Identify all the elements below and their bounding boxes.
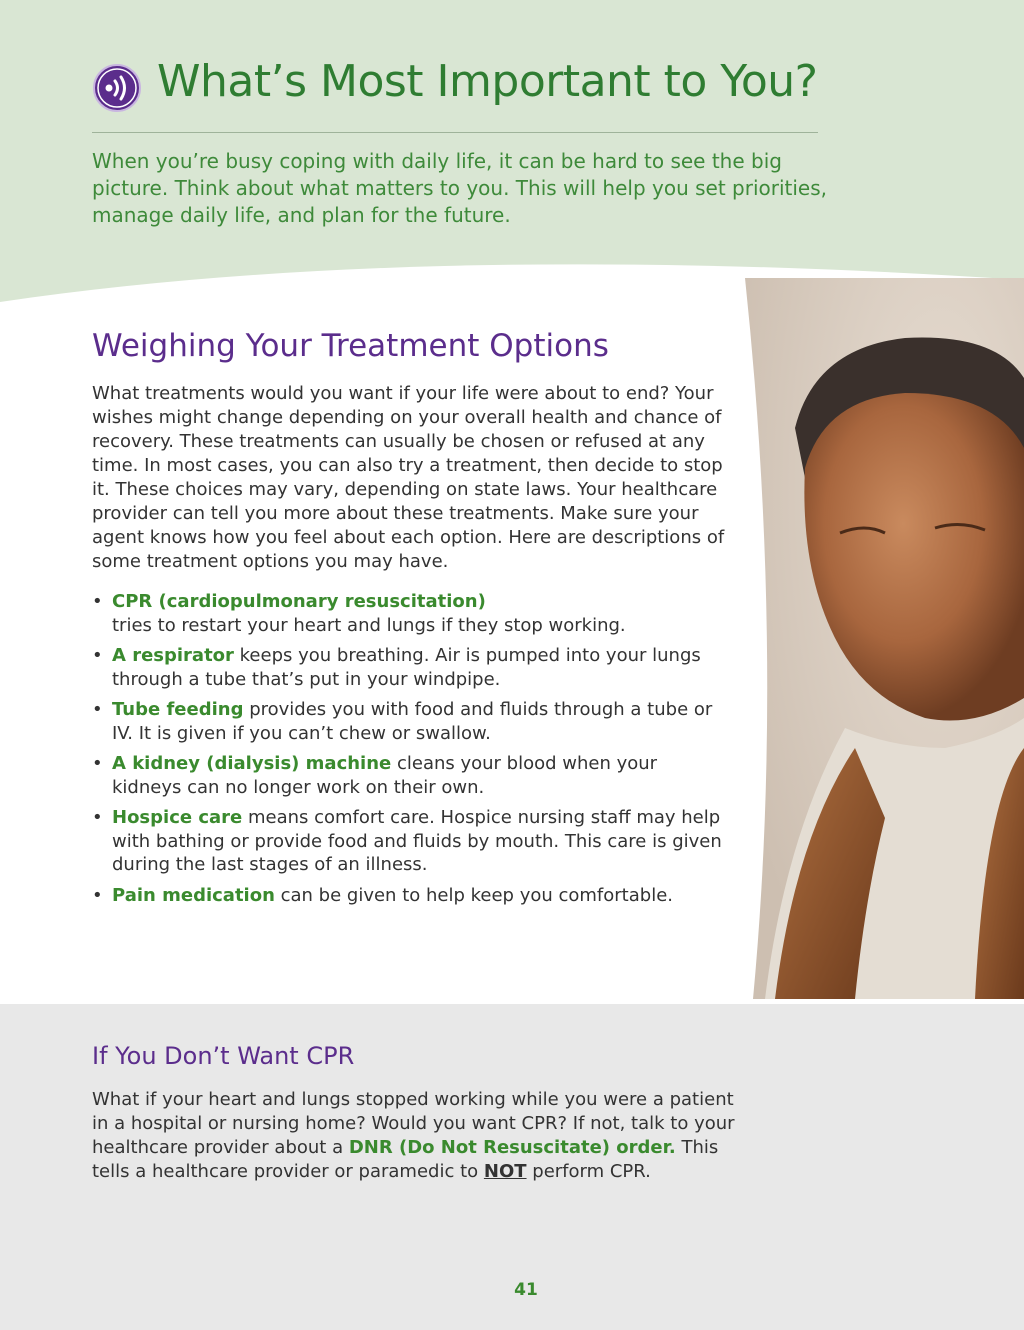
cpr-text-2: This tells a healthcare provider or paramedic to bbox=[92, 1137, 719, 1182]
option-description: means comfort care. Hospice nursing staff may help with bathing or provide food and fluids by mouth. This care is given during the last stages of an illness. bbox=[112, 807, 722, 875]
cpr-text-3: perform CPR. bbox=[526, 1161, 651, 1182]
option-term: Pain medication bbox=[112, 884, 275, 906]
option-description: cleans your blood when your kidneys can no longer work on their own. bbox=[112, 753, 658, 798]
bullet: • bbox=[92, 884, 103, 906]
list-item bbox=[92, 806, 732, 877]
bullet: • bbox=[92, 699, 103, 720]
list-item bbox=[92, 698, 732, 745]
treatment-options-list bbox=[92, 590, 732, 914]
audio-speaker-icon bbox=[92, 63, 142, 113]
dnr-term: DNR (Do Not Resuscitate) order. bbox=[348, 1137, 676, 1158]
section-heading-treatment-options: Weighing Your Treatment Options bbox=[92, 328, 609, 364]
list-item bbox=[92, 884, 732, 908]
option-term: Hospice care bbox=[112, 807, 243, 828]
treatment-intro-paragraph: What treatments would you want if your life were about to end? Your wishes might change depending on your overall health and chance of recovery. These treatments can usually be chosen or refused at any time. In most cases, you can also try a treatment, then decide to stop it. These choices may vary, depending on state laws. Your healthcare provider can tell you more about these treatments. Make sure your agent knows how you feel about each option. Here are descriptions of some treatment options you may have. bbox=[92, 383, 725, 572]
option-description: provides you with food and fluids through a tube or IV. It is given if you can’t chew or swallow. bbox=[112, 699, 713, 744]
bullet: • bbox=[92, 753, 103, 774]
not-emphasis: NOT bbox=[483, 1161, 527, 1182]
title-divider bbox=[92, 132, 818, 133]
cpr-text-1: What if your heart and lungs stopped working while you were a patient in a hospital or nursing home? Would you want CPR? If not, talk to your healthcare provider about a bbox=[92, 1089, 735, 1158]
bullet: • bbox=[92, 591, 103, 612]
option-description: keeps you breathing. Air is pumped into your lungs through a tube that’s put in your windpipe. bbox=[112, 645, 701, 690]
option-description: tries to restart your heart and lungs if they stop working. bbox=[112, 614, 626, 636]
elderly-man-photo bbox=[745, 278, 1024, 999]
option-term: Tube feeding bbox=[112, 699, 244, 720]
list-item bbox=[92, 644, 732, 691]
page-number: 41 bbox=[514, 1280, 538, 1300]
list-item bbox=[92, 590, 732, 637]
bullet: • bbox=[92, 645, 103, 666]
option-term: A respirator bbox=[112, 645, 234, 666]
list-item bbox=[92, 752, 732, 799]
intro-paragraph: When you’re busy coping with daily life, it can be hard to see the big picture. Think about what matters to you. This will help you set priorities, manage daily life, and plan for the future. bbox=[92, 149, 828, 227]
option-term: CPR (cardiopulmonary resuscitation) bbox=[112, 591, 486, 612]
page-title: What’s Most Important to You? bbox=[157, 56, 818, 107]
bullet: • bbox=[92, 807, 103, 828]
option-term: A kidney (dialysis) machine bbox=[112, 753, 392, 774]
option-description: can be given to help keep you comfortable. bbox=[274, 884, 673, 906]
section-heading-no-cpr: If You Don’t Want CPR bbox=[92, 1042, 355, 1070]
cpr-paragraph bbox=[92, 1088, 742, 1184]
